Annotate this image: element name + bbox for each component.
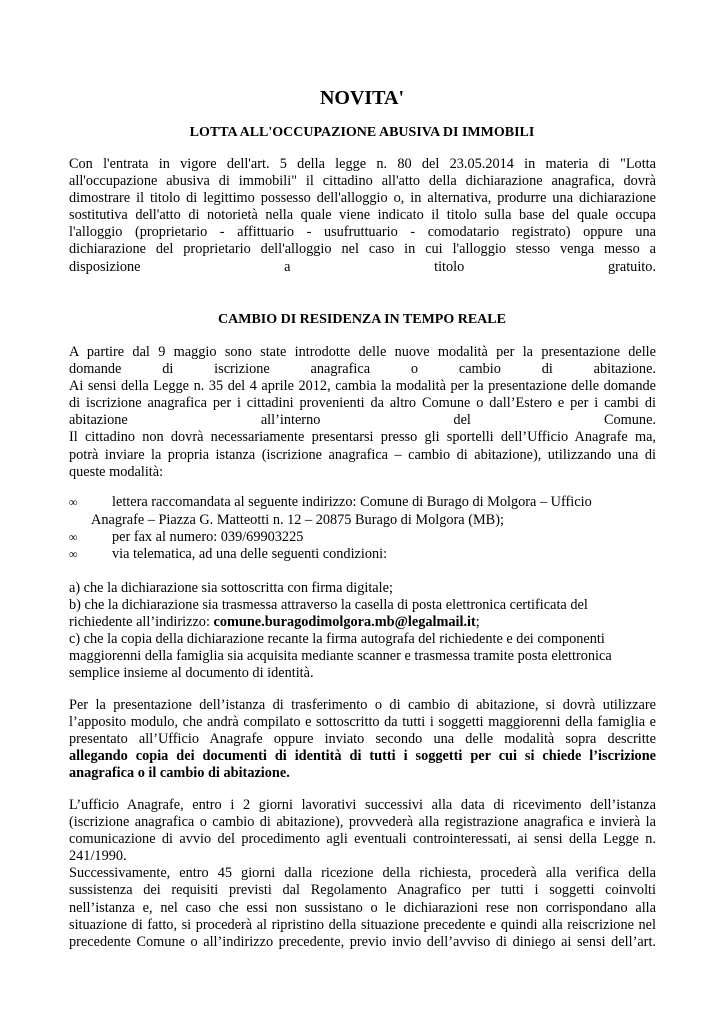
bullet-text: Anagrafe – Piazza G. Matteotti n. 12 – 20875 Burago di Molgora (MB); [91,512,504,528]
condition-c: semplice insieme al documento di identità. [69,665,314,682]
text-line: dichiarazione del proprietario dell'alloggio nel caso in cui l'alloggio stesso venga messo a [69,241,656,258]
text-line: Per la presentazione dell’istanza di trasferimento o di cambio di abitazione, si dovrà utilizzare [69,697,656,713]
text-line: abitazione all’interno del Comune. [69,412,656,429]
bold-text-line: allegando copia dei documenti di identità di tutti i soggetti per cui si chiede l’iscrizione [69,748,656,765]
presentation-paragraph [69,697,656,782]
text-line: potrà inviare la propria istanza (iscrizione anagrafica – cambio di abitazione), utilizzando una di [69,446,656,463]
text-line: sostitutiva dell'atto di notorietà nella quale viene indicato il titolo sulla base del quale occupa [69,207,656,224]
condition-b: b) che la dichiarazione sia trasmessa attraverso la casella di posta elettronica certificata del [69,597,588,614]
text-line: l'alloggio (proprietario - affittuario - usufruttuario - comodatario registrato) oppure una [69,224,656,241]
infinity-bullet-icon: ∞ [69,495,78,509]
bullet-text: via telematica, ad una delle seguenti condizioni: [112,546,388,562]
text-line: precedente Comune o all’indirizzo precedente, previo invio dell’avviso di diniego ai sensi dell’art. [69,933,656,950]
text-line: nell’istanza e, nel caso che essi non sussistano o le dichiarazioni rese non corrispondano alla [69,899,656,916]
bold-text-line: anagrafica o il cambio di abitazione. [69,765,290,782]
conditions-list [69,580,656,683]
text-line: di iscrizione anagrafica per i cittadini provenienti da altro Comune o dall’Estero e per i cambi di [69,395,656,412]
text-line: domande di iscrizione anagrafica o cambio di abitazione. [69,361,656,378]
text-line: 241/1990. [69,848,127,865]
infinity-bullet-icon: ∞ [69,547,78,561]
bullet-text: lettera raccomandata al seguente indirizzo: Comune di Burago di Molgora – Ufficio [112,494,592,510]
office-paragraph [69,797,656,951]
text-line: disposizione a titolo gratuito. [69,258,656,275]
condition-c: c) che la copia della dichiarazione recante la firma autografa del richiedente e dei componenti [69,631,605,648]
abusive-occupation-paragraph [69,156,656,276]
condition-c: maggiorenni della famiglia sia acquisita mediante scanner e trasmessa tramite posta elettronica [69,648,612,665]
text-line: sussistenza dei requisiti previsti dal Regolamento Anagrafico per tutti i soggetti coinvolti [69,882,656,899]
text-line: Il cittadino non dovrà necessariamente presentarsi presso gli sportelli dell’Ufficio Anagrafe ma, [69,429,656,446]
text-line: A partire dal 9 maggio sono state introdotte delle nuove modalità per la presentazione delle [69,344,656,360]
text-line: all'occupazione abusiva di immobili" il cittadino all'atto della dichiarazione anagrafica, dovrà [69,173,656,190]
text-line: comunicazione di avvio del procedimento agli eventuali controinteressati, ai sensi della Legge n. [69,831,656,848]
condition-a: a) che la dichiarazione sia sottoscritta con firma digitale; [69,580,393,596]
text-line: dimostrare il titolo di legittimo possesso dell'alloggio o, in alternativa, produrre una dichiarazione [69,190,656,207]
text-line: presentato all’Ufficio Anagrafe oppure inviato secondo una delle modalità sopra descritte [69,731,656,748]
text-line: Con l'entrata in vigore dell'art. 5 della legge n. 80 del 23.05.2014 in materia di "Lotta [69,156,656,172]
condition-b-text: richiedente all’indirizzo: [69,614,214,631]
text-line: Successivamente, entro 45 giorni dalla ricezione della richiesta, procederà alla verifica della [69,865,656,882]
condition-b-continuation [69,614,656,631]
list-item [69,529,656,546]
list-item [69,546,656,563]
text-line: l’apposito modulo, che andrà compilato e sottoscritto da tutti i soggetti maggiorenni della famiglia e [69,714,656,731]
pec-email-address: comune.buragodimolgora.mb@legalmail.it [213,614,476,631]
text-line: (iscrizione anagrafica o cambio di abitazione), provvederà alla registrazione anagrafica e invierà la [69,814,656,831]
bullet-text: per fax al numero: 039/69903225 [112,529,304,545]
infinity-bullet-icon: ∞ [69,530,78,544]
section-heading-abusive-occupation: LOTTA ALL'OCCUPAZIONE ABUSIVA DI IMMOBILI [189,125,535,140]
text-line: queste modalità: [69,463,164,480]
residence-intro-paragraph [69,344,656,481]
text-line: situazione di fatto, si procederà al ripristino della situazione precedente e quindi alla reiscrizione nel [69,916,656,933]
page-title: NOVITA' [319,87,405,109]
list-item-continuation [69,512,656,529]
list-item [69,494,656,511]
condition-b-suffix: ; [475,614,480,631]
text-line: L’ufficio Anagrafe, entro i 2 giorni lavorativi successivi alla data di ricevimento dell’istanza [69,797,656,813]
section-heading-residence-change: CAMBIO DI RESIDENZA IN TEMPO REALE [218,312,506,327]
text-line: Ai sensi della Legge n. 35 del 4 aprile 2012, cambia la modalità per la presentazione delle domande [69,378,656,395]
